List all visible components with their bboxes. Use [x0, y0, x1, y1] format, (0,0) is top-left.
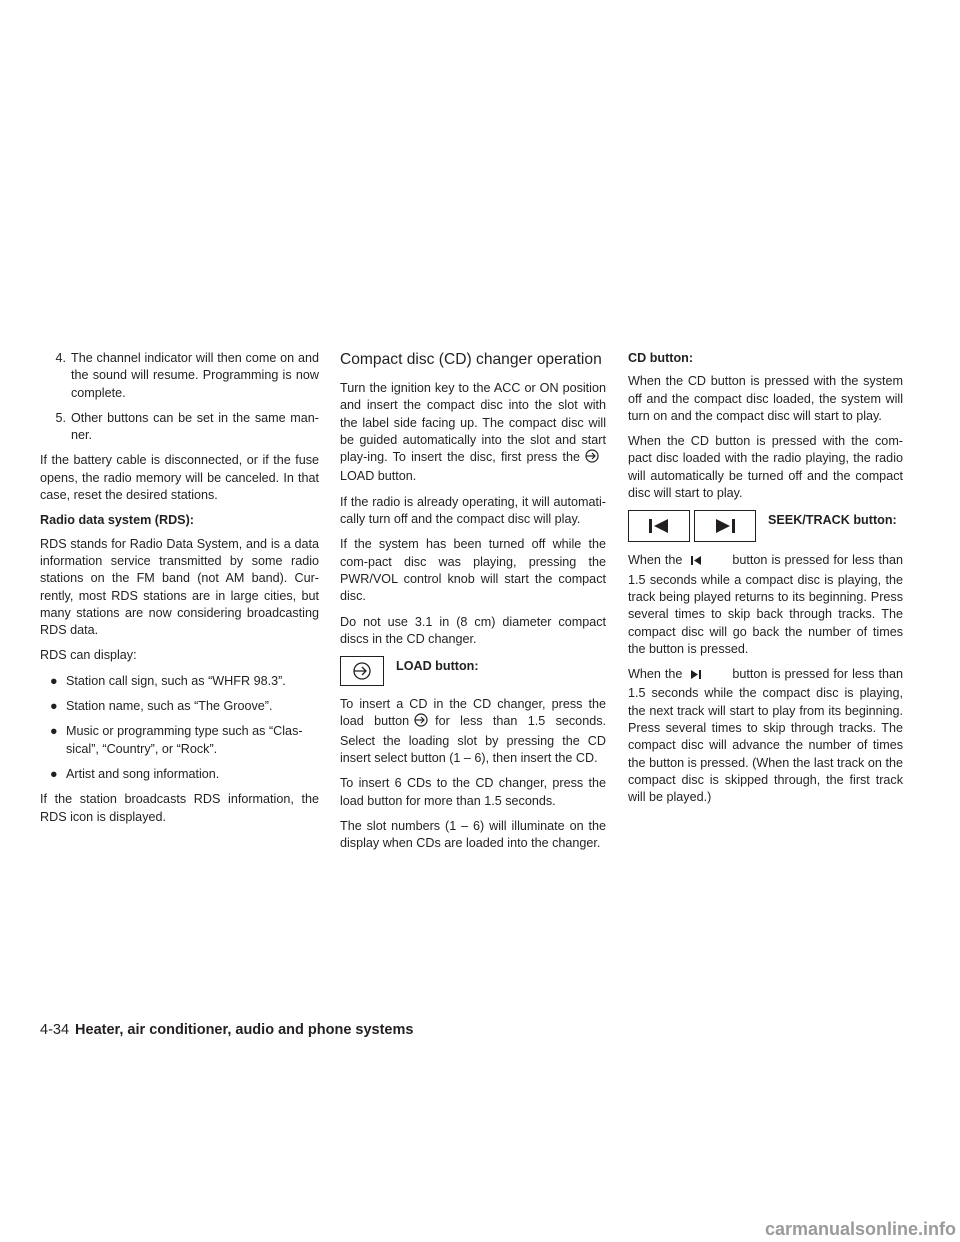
rds-icon-paragraph: If the station broadcasts RDS information, the RDS icon is displayed.	[40, 792, 319, 824]
item-number: 4.	[55, 351, 66, 365]
bullet-icon: ●	[50, 766, 58, 781]
cd-paragraph-2: If the radio is already operating, it will automati-cally turn off and the compact disc will play.	[340, 494, 606, 527]
cd-paragraph-6: To insert 6 CDs to the CD changer, press the load button for more than 1.5 seconds.	[340, 776, 606, 808]
load-icon	[584, 449, 600, 468]
left-column	[40, 350, 319, 834]
load-icon	[340, 656, 384, 686]
list-item: ● Artist and song information.	[40, 766, 319, 783]
item-text: Other buttons can be set in the same man-ner.	[71, 410, 319, 443]
watermark: carmanualsonline.info	[764, 1218, 956, 1239]
skip-back-icon	[628, 510, 690, 542]
cd-paragraph-5: To insert a CD in the CD changer, press the load button for less than 1.5 seconds. Select the loading slot by pressing the CD insert select button (1 – 6), then insert the CD.	[340, 697, 606, 766]
section-title: Heater, air conditioner, audio and phone systems	[75, 1022, 414, 1038]
skip-back-icon	[690, 554, 702, 571]
cd-paragraph-3: If the system has been turned off while the com-pact disc was playing, pressing the PWR/VOL control knob will start the compact disc.	[340, 537, 606, 604]
page-footer	[40, 1022, 413, 1039]
cd-button-paragraph-2: When the CD button is pressed with the com-pact disc loaded with the radio playing, the radio will automatically be turned off and the compact disc will start to play.	[628, 434, 903, 501]
list-item: ● Station call sign, such as “WHFR 98.3”.	[40, 673, 319, 690]
cd-button-heading: CD button:	[628, 351, 694, 365]
rds-can-display: RDS can display:	[40, 648, 137, 663]
rds-paragraph: RDS stands for Radio Data System, and is a data information service transmitted by some radio stations on the FM band (not AM band). Cur-rently, most RDS stations are in large cities, but many stations are now considering broadcasting RDS data.	[40, 536, 319, 638]
bullet-icon: ●	[50, 673, 58, 688]
load-button-row	[340, 656, 606, 686]
item-text: The channel indicator will then come on and the sound will resume. Programming is now complete.	[71, 351, 319, 400]
list-item: ● Music or programming type such as “Clas-sical”, “Country”, or “Rock”.	[40, 723, 319, 758]
numbered-item-4	[40, 350, 319, 402]
right-column	[628, 350, 903, 815]
seek-back-paragraph: When the button is pressed for less than 1.5 seconds while a compact disc is playing, the track being played returns to its beginning. Press several times to skip back through tracks. The compact disc will go back the number of times the button is pressed.	[628, 553, 903, 656]
rds-bullet-list	[40, 673, 319, 783]
bullet-icon: ●	[50, 724, 58, 739]
rds-heading: Radio data system (RDS):	[40, 513, 194, 528]
cd-paragraph-4: Do not use 3.1 in (8 cm) diameter compact discs in the CD changer.	[340, 614, 606, 646]
cd-paragraph-7: The slot numbers (1 – 6) will illuminate on the display when CDs are loaded into the changer.	[340, 818, 606, 851]
middle-column	[340, 350, 606, 861]
seek-track-buttons	[628, 510, 756, 542]
cd-changer-heading: Compact disc (CD) changer operation	[340, 351, 602, 368]
load-button-label: LOAD button:	[396, 659, 479, 674]
skip-forward-icon	[694, 510, 756, 542]
cd-paragraph-1: Turn the ignition key to the ACC or ON position and insert the compact disc into the slot with the label side facing up. The compact disc will be guided automatically into the slot and start play-ing. To insert the disc, first press theLOAD button.	[340, 381, 606, 484]
skip-forward-icon	[690, 668, 702, 685]
numbered-item-5	[40, 410, 319, 445]
page-number: 4-34	[40, 1022, 70, 1038]
item-number: 5.	[55, 410, 66, 425]
list-item: ● Station name, such as “The Groove”.	[40, 698, 319, 715]
seek-track-label: SEEK/TRACK button:	[768, 513, 897, 528]
cd-button-paragraph-1: When the CD button is pressed with the system off and the compact disc loaded, the system will turn on and the compact disc will start to play.	[628, 374, 903, 423]
bullet-icon: ●	[50, 699, 58, 714]
battery-paragraph: If the battery cable is disconnected, or if the fuse opens, the radio memory will be canceled. In that case, reset the desired stations.	[40, 453, 319, 503]
seek-track-row	[628, 510, 903, 542]
seek-forward-paragraph: When the button is pressed for less than 1.5 seconds while the compact disc is playing, the next track will start to play from its beginning. Press several times to skip through tracks. The compact disc will advance the number of times the button is pressed. (When the last track on the compact disc is skipped through, the first track will be played.)	[628, 667, 903, 805]
load-icon	[413, 713, 429, 732]
